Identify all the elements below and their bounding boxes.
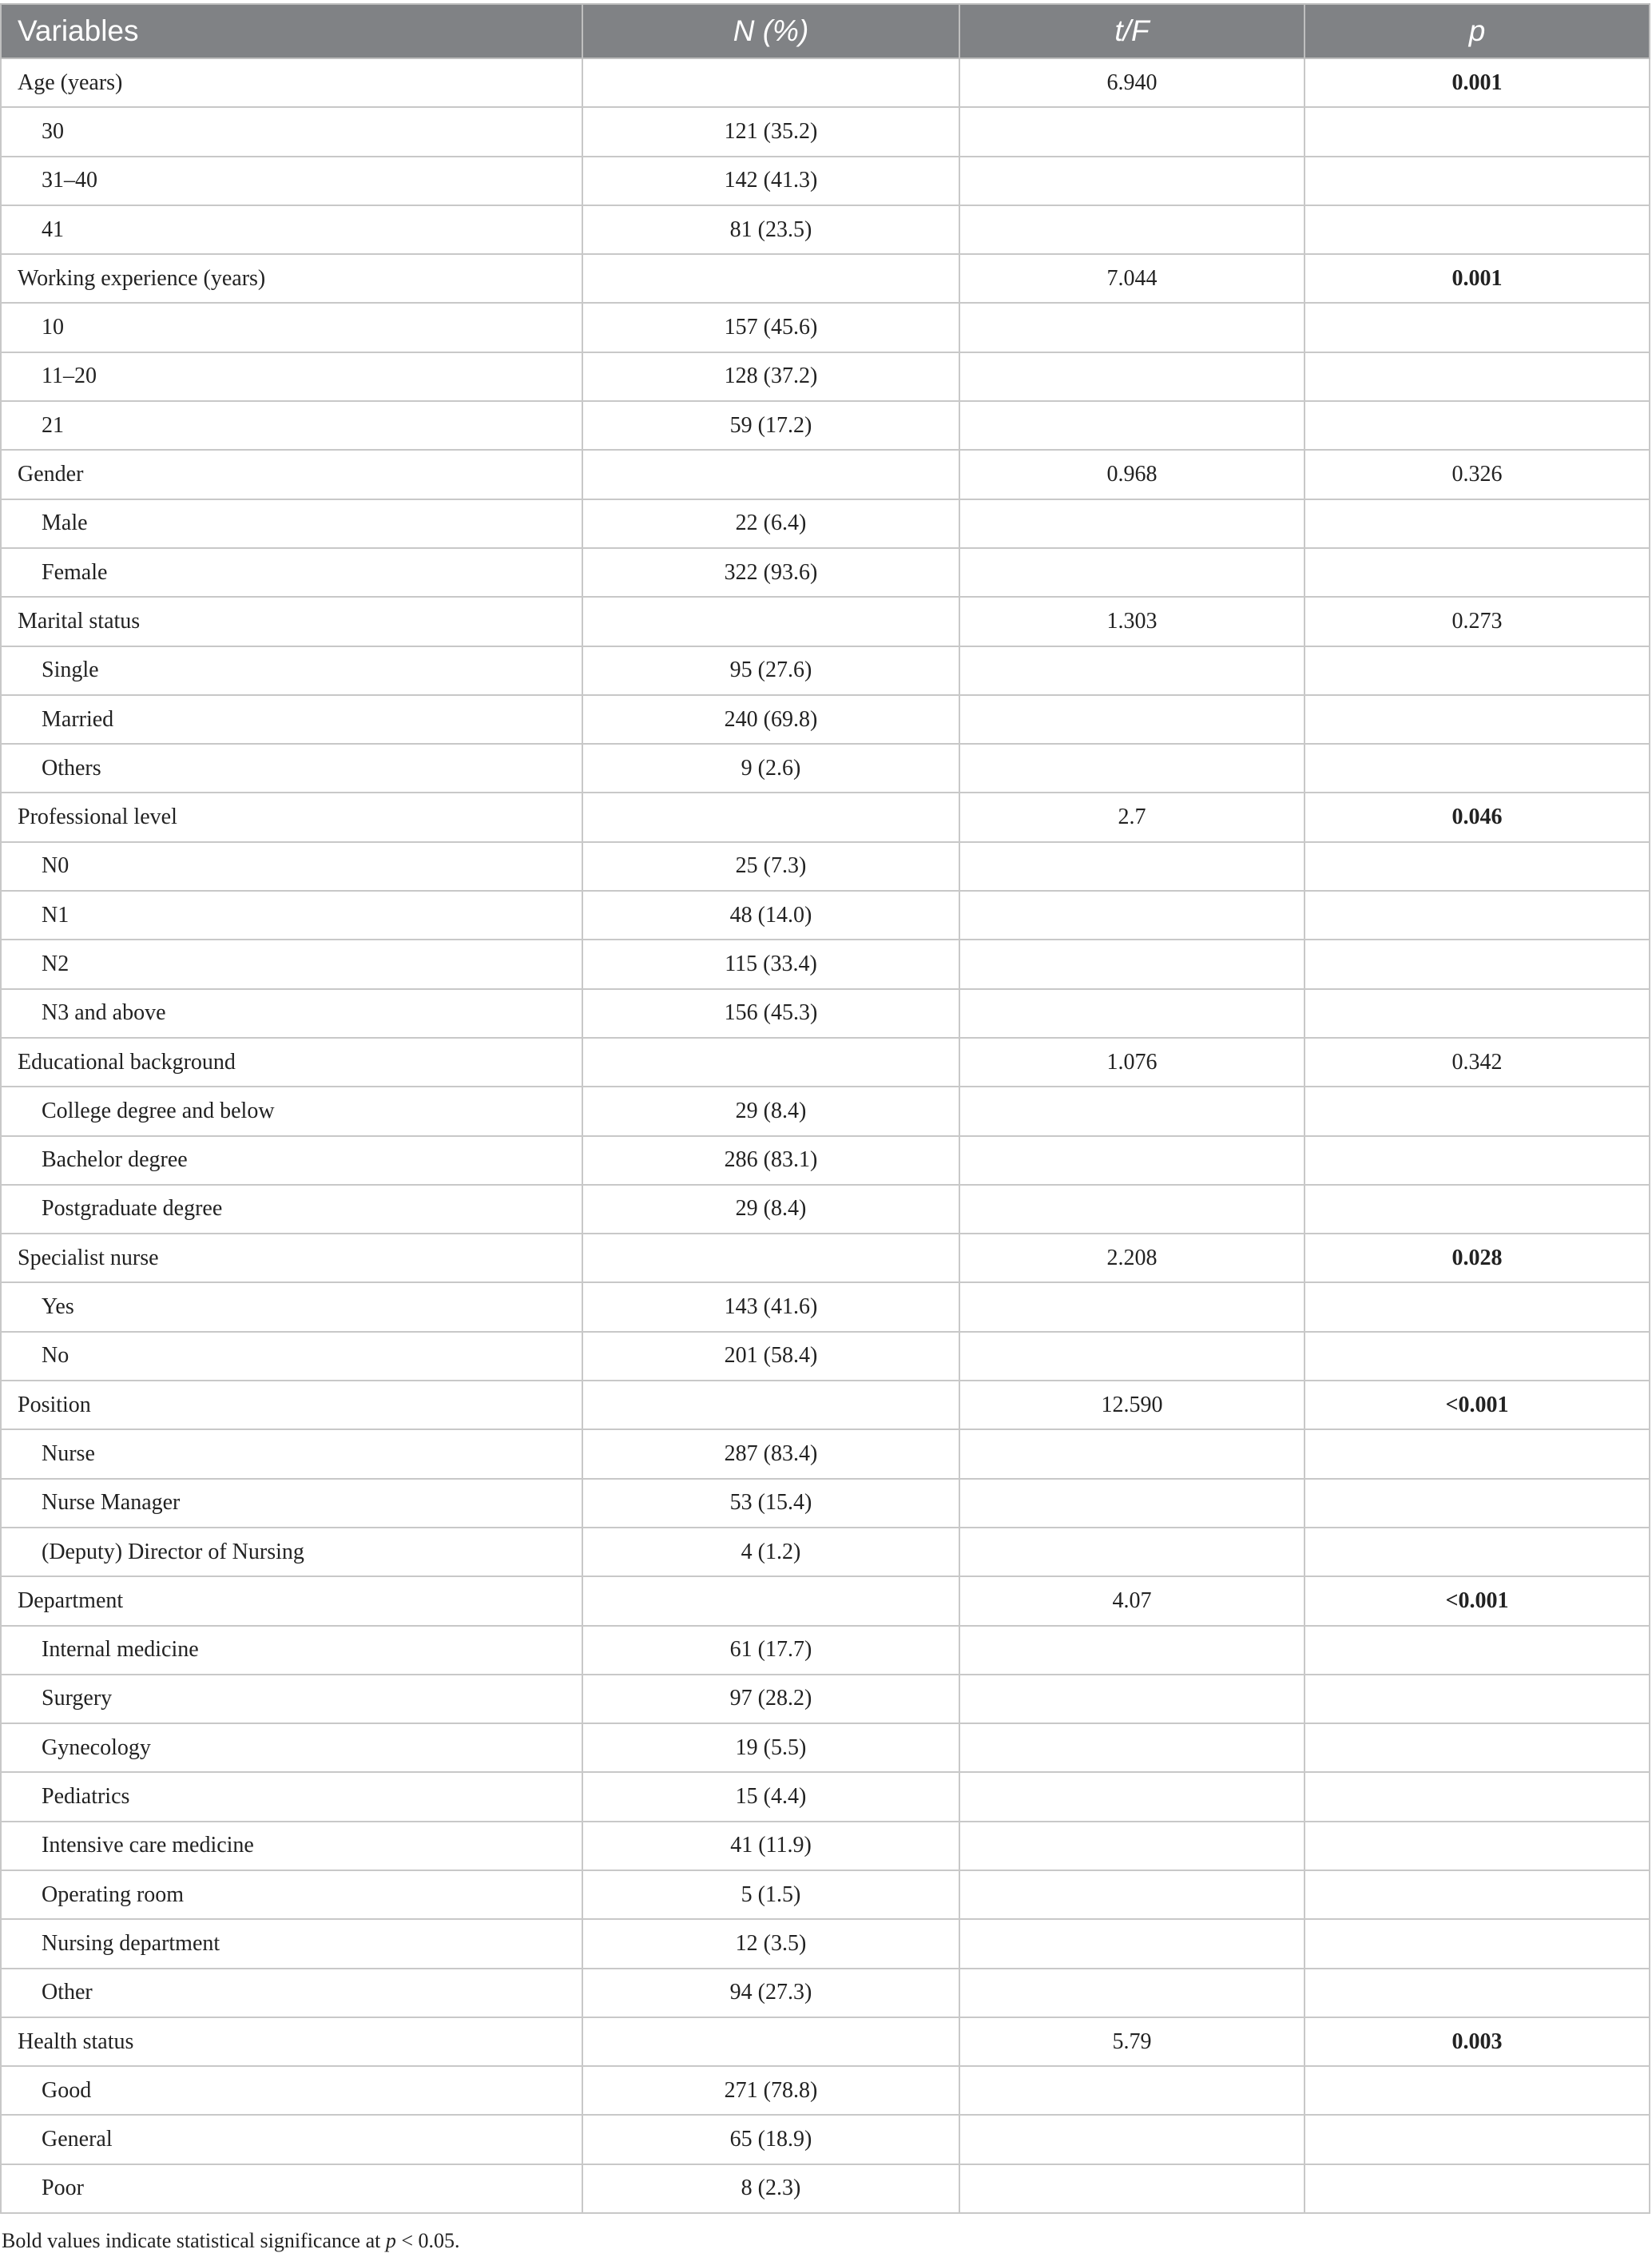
cell-n-percent	[582, 1234, 959, 1282]
cell-t-f	[959, 2066, 1305, 2115]
table-row-category	[1, 1185, 1650, 1234]
table-row-category	[1, 352, 1650, 401]
footnote-italic: p	[385, 2229, 396, 2252]
cell-t-f	[959, 2115, 1305, 2164]
cell-n-percent: 8 (2.3)	[582, 2164, 959, 2213]
cell-p	[1305, 1528, 1650, 1576]
cell-p	[1305, 1919, 1650, 1968]
cell-n-percent	[582, 1038, 959, 1087]
cell-p	[1305, 940, 1650, 988]
cell-n-percent	[582, 1381, 959, 1429]
footnote-suffix: < 0.05.	[395, 2229, 460, 2252]
cell-t-f	[959, 499, 1305, 548]
table-row-category	[1, 499, 1650, 548]
table-row-variable	[1, 254, 1650, 303]
cell-variable: General	[1, 2115, 582, 2164]
cell-n-percent	[582, 254, 959, 303]
cell-variable: N0	[1, 842, 582, 891]
cell-p	[1305, 1332, 1650, 1381]
cell-variable: Pediatrics	[1, 1772, 582, 1821]
cell-p	[1305, 1626, 1650, 1675]
table-row-category	[1, 1282, 1650, 1331]
table-row-variable	[1, 2017, 1650, 2066]
cell-t-f	[959, 205, 1305, 254]
cell-variable: Female	[1, 548, 582, 597]
cell-n-percent: 156 (45.3)	[582, 989, 959, 1038]
cell-p: 0.046	[1305, 793, 1650, 841]
cell-n-percent: 5 (1.5)	[582, 1870, 959, 1919]
cell-variable: Nursing department	[1, 1919, 582, 1968]
cell-p	[1305, 2115, 1650, 2164]
table-row-category	[1, 1675, 1650, 1723]
cell-p	[1305, 548, 1650, 597]
table-row-category	[1, 695, 1650, 744]
table-row-category	[1, 940, 1650, 988]
table-row-variable	[1, 793, 1650, 841]
cell-variable: Educational background	[1, 1038, 582, 1087]
table-row-variable	[1, 597, 1650, 646]
table-row-variable	[1, 58, 1650, 107]
table-row-category	[1, 1626, 1650, 1675]
table-row-category	[1, 646, 1650, 695]
cell-variable: Operating room	[1, 1870, 582, 1919]
table-row-category	[1, 2164, 1650, 2213]
cell-p: 0.342	[1305, 1038, 1650, 1087]
cell-variable: Health status	[1, 2017, 582, 2066]
cell-p	[1305, 2164, 1650, 2213]
cell-p	[1305, 205, 1650, 254]
cell-p	[1305, 842, 1650, 891]
cell-t-f	[959, 940, 1305, 988]
cell-p	[1305, 303, 1650, 352]
table-row-category	[1, 1822, 1650, 1870]
cell-variable: Intensive care medicine	[1, 1822, 582, 1870]
header-p	[1305, 4, 1650, 58]
cell-p	[1305, 1723, 1650, 1772]
table-footnote	[2, 2229, 460, 2253]
cell-variable: College degree and below	[1, 1087, 582, 1135]
cell-t-f	[959, 352, 1305, 401]
cell-t-f	[959, 401, 1305, 450]
cell-n-percent: 128 (37.2)	[582, 352, 959, 401]
cell-variable: Good	[1, 2066, 582, 2115]
cell-p: <0.001	[1305, 1576, 1650, 1625]
cell-variable: Marital status	[1, 597, 582, 646]
table-row-category	[1, 1969, 1650, 2017]
table-row-category	[1, 2115, 1650, 2164]
header-t-f-label: t/F	[1114, 14, 1150, 47]
cell-n-percent: 59 (17.2)	[582, 401, 959, 450]
cell-variable: Postgraduate degree	[1, 1185, 582, 1234]
cell-t-f	[959, 1772, 1305, 1821]
cell-t-f	[959, 1919, 1305, 1968]
table-body	[1, 58, 1650, 2213]
cell-p	[1305, 2066, 1650, 2115]
header-n-percent	[582, 4, 959, 58]
cell-p	[1305, 1772, 1650, 1821]
cell-p	[1305, 352, 1650, 401]
cell-t-f	[959, 1723, 1305, 1772]
cell-n-percent: 29 (8.4)	[582, 1087, 959, 1135]
table-row-variable	[1, 450, 1650, 499]
cell-p: 0.273	[1305, 597, 1650, 646]
table-row-category	[1, 1528, 1650, 1576]
table-row-category	[1, 1087, 1650, 1135]
cell-variable: Poor	[1, 2164, 582, 2213]
data-table	[0, 3, 1650, 2214]
table-row-category	[1, 891, 1650, 940]
cell-variable: Married	[1, 695, 582, 744]
cell-variable: Surgery	[1, 1675, 582, 1723]
table-row-category	[1, 744, 1650, 793]
cell-n-percent: 12 (3.5)	[582, 1919, 959, 1968]
table-row-category	[1, 303, 1650, 352]
table-row-category	[1, 1429, 1650, 1478]
cell-variable: Other	[1, 1969, 582, 2017]
cell-variable: Working experience (years)	[1, 254, 582, 303]
cell-t-f	[959, 1528, 1305, 1576]
cell-n-percent: 25 (7.3)	[582, 842, 959, 891]
cell-n-percent: 29 (8.4)	[582, 1185, 959, 1234]
cell-t-f	[959, 891, 1305, 940]
cell-t-f	[959, 2164, 1305, 2213]
cell-p: <0.001	[1305, 1381, 1650, 1429]
table-row-category	[1, 157, 1650, 205]
cell-n-percent	[582, 58, 959, 107]
header-t-f	[959, 4, 1305, 58]
cell-n-percent: 201 (58.4)	[582, 1332, 959, 1381]
table-row-category	[1, 842, 1650, 891]
cell-n-percent	[582, 2017, 959, 2066]
table-row-category	[1, 548, 1650, 597]
cell-t-f	[959, 1332, 1305, 1381]
cell-n-percent: 4 (1.2)	[582, 1528, 959, 1576]
table-row-category	[1, 1332, 1650, 1381]
cell-p	[1305, 1675, 1650, 1723]
cell-n-percent: 143 (41.6)	[582, 1282, 959, 1331]
cell-t-f: 2.208	[959, 1234, 1305, 1282]
cell-n-percent: 271 (78.8)	[582, 2066, 959, 2115]
cell-n-percent: 142 (41.3)	[582, 157, 959, 205]
cell-p	[1305, 1282, 1650, 1331]
cell-n-percent	[582, 597, 959, 646]
cell-t-f	[959, 107, 1305, 156]
cell-p: 0.001	[1305, 254, 1650, 303]
cell-t-f	[959, 1969, 1305, 2017]
footnote-prefix: Bold values indicate statistical significance at	[2, 2229, 386, 2252]
cell-n-percent: 61 (17.7)	[582, 1626, 959, 1675]
cell-p	[1305, 1870, 1650, 1919]
cell-variable: Department	[1, 1576, 582, 1625]
cell-t-f	[959, 1626, 1305, 1675]
cell-variable: Specialist nurse	[1, 1234, 582, 1282]
cell-t-f	[959, 1136, 1305, 1185]
cell-variable: 10	[1, 303, 582, 352]
cell-n-percent: 81 (23.5)	[582, 205, 959, 254]
cell-p	[1305, 1969, 1650, 2017]
cell-n-percent: 53 (15.4)	[582, 1479, 959, 1528]
cell-n-percent: 115 (33.4)	[582, 940, 959, 988]
cell-n-percent: 286 (83.1)	[582, 1136, 959, 1185]
cell-p: 0.003	[1305, 2017, 1650, 2066]
cell-variable: Others	[1, 744, 582, 793]
table-row-variable	[1, 1576, 1650, 1625]
table-header	[1, 4, 1650, 58]
cell-n-percent: 65 (18.9)	[582, 2115, 959, 2164]
cell-n-percent: 48 (14.0)	[582, 891, 959, 940]
cell-t-f	[959, 1282, 1305, 1331]
table-row-category	[1, 1136, 1650, 1185]
cell-p	[1305, 1429, 1650, 1478]
table-row-category	[1, 1919, 1650, 1968]
cell-t-f	[959, 1087, 1305, 1135]
cell-p	[1305, 1136, 1650, 1185]
cell-t-f: 12.590	[959, 1381, 1305, 1429]
cell-n-percent: 240 (69.8)	[582, 695, 959, 744]
cell-n-percent	[582, 1576, 959, 1625]
cell-t-f	[959, 989, 1305, 1038]
cell-n-percent: 121 (35.2)	[582, 107, 959, 156]
table-row-category	[1, 1479, 1650, 1528]
cell-variable: Yes	[1, 1282, 582, 1331]
cell-variable: Bachelor degree	[1, 1136, 582, 1185]
cell-n-percent: 19 (5.5)	[582, 1723, 959, 1772]
cell-variable: Nurse Manager	[1, 1479, 582, 1528]
header-p-label: p	[1468, 14, 1486, 47]
cell-t-f	[959, 1870, 1305, 1919]
cell-n-percent: 287 (83.4)	[582, 1429, 959, 1478]
cell-t-f	[959, 1429, 1305, 1478]
header-n-percent-label: N (%)	[733, 14, 809, 47]
cell-n-percent: 94 (27.3)	[582, 1969, 959, 2017]
cell-variable: Single	[1, 646, 582, 695]
cell-t-f: 1.076	[959, 1038, 1305, 1087]
cell-n-percent: 157 (45.6)	[582, 303, 959, 352]
cell-p	[1305, 1822, 1650, 1870]
cell-t-f	[959, 1479, 1305, 1528]
cell-variable: Gender	[1, 450, 582, 499]
header-variables: Variables	[1, 4, 582, 58]
table-row-category	[1, 989, 1650, 1038]
table-row-category	[1, 1723, 1650, 1772]
cell-variable: Internal medicine	[1, 1626, 582, 1675]
cell-variable: Position	[1, 1381, 582, 1429]
cell-t-f	[959, 1822, 1305, 1870]
cell-p	[1305, 107, 1650, 156]
cell-n-percent: 22 (6.4)	[582, 499, 959, 548]
cell-t-f	[959, 744, 1305, 793]
cell-t-f	[959, 646, 1305, 695]
cell-p	[1305, 744, 1650, 793]
cell-variable: Gynecology	[1, 1723, 582, 1772]
cell-n-percent	[582, 793, 959, 841]
table-row-variable	[1, 1234, 1650, 1282]
cell-t-f	[959, 1675, 1305, 1723]
cell-n-percent: 9 (2.6)	[582, 744, 959, 793]
cell-n-percent: 41 (11.9)	[582, 1822, 959, 1870]
table-row-category	[1, 1870, 1650, 1919]
cell-p	[1305, 157, 1650, 205]
cell-t-f: 1.303	[959, 597, 1305, 646]
cell-t-f: 5.79	[959, 2017, 1305, 2066]
cell-p	[1305, 1185, 1650, 1234]
cell-n-percent: 97 (28.2)	[582, 1675, 959, 1723]
table-row-category	[1, 107, 1650, 156]
cell-variable: Age (years)	[1, 58, 582, 107]
cell-variable: 31–40	[1, 157, 582, 205]
cell-n-percent	[582, 450, 959, 499]
cell-variable: Male	[1, 499, 582, 548]
table-row-variable	[1, 1038, 1650, 1087]
cell-variable: N2	[1, 940, 582, 988]
cell-variable: N1	[1, 891, 582, 940]
cell-n-percent: 15 (4.4)	[582, 1772, 959, 1821]
table-row-category	[1, 205, 1650, 254]
cell-variable: 30	[1, 107, 582, 156]
cell-variable: Professional level	[1, 793, 582, 841]
cell-variable: 11–20	[1, 352, 582, 401]
cell-t-f: 6.940	[959, 58, 1305, 107]
cell-variable: Nurse	[1, 1429, 582, 1478]
cell-variable: N3 and above	[1, 989, 582, 1038]
cell-t-f	[959, 695, 1305, 744]
cell-t-f	[959, 303, 1305, 352]
cell-t-f: 7.044	[959, 254, 1305, 303]
cell-p	[1305, 1479, 1650, 1528]
cell-variable: No	[1, 1332, 582, 1381]
cell-n-percent: 322 (93.6)	[582, 548, 959, 597]
cell-p: 0.326	[1305, 450, 1650, 499]
cell-p	[1305, 989, 1650, 1038]
table-row-category	[1, 401, 1650, 450]
cell-t-f: 0.968	[959, 450, 1305, 499]
cell-t-f	[959, 157, 1305, 205]
cell-t-f: 2.7	[959, 793, 1305, 841]
cell-t-f	[959, 842, 1305, 891]
header-row	[1, 4, 1650, 58]
cell-variable: (Deputy) Director of Nursing	[1, 1528, 582, 1576]
table-container	[0, 3, 1649, 2214]
cell-variable: 41	[1, 205, 582, 254]
cell-p	[1305, 1087, 1650, 1135]
cell-variable: 21	[1, 401, 582, 450]
cell-p	[1305, 401, 1650, 450]
cell-t-f	[959, 548, 1305, 597]
cell-p	[1305, 891, 1650, 940]
table-row-variable	[1, 1381, 1650, 1429]
cell-p	[1305, 695, 1650, 744]
cell-n-percent: 95 (27.6)	[582, 646, 959, 695]
cell-p	[1305, 646, 1650, 695]
cell-t-f: 4.07	[959, 1576, 1305, 1625]
cell-t-f	[959, 1185, 1305, 1234]
cell-p: 0.001	[1305, 58, 1650, 107]
table-row-category	[1, 1772, 1650, 1821]
cell-p: 0.028	[1305, 1234, 1650, 1282]
table-row-category	[1, 2066, 1650, 2115]
cell-p	[1305, 499, 1650, 548]
